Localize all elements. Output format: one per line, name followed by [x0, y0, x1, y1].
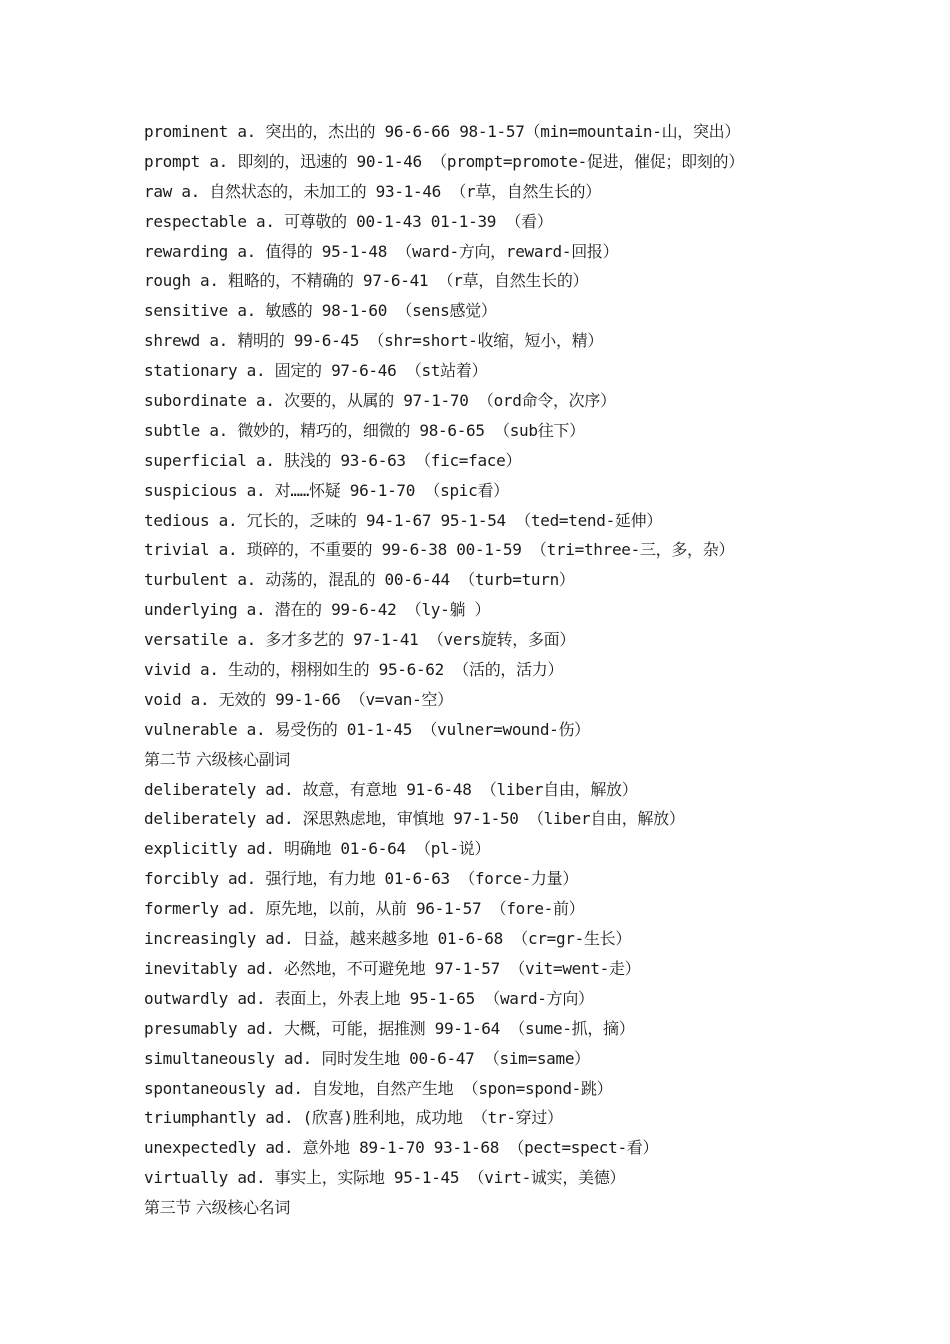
- vocab-entry-unexpectedly: unexpectedly ad. 意外地 89-1-70 93-1-68 （pect=spect-看）: [144, 1138, 659, 1158]
- vocab-entry-increasingly: increasingly ad. 日益，越来越多地 01-6-68 （cr=gr-生长）: [144, 929, 632, 949]
- vocab-entry-turbulent: turbulent a. 动荡的，混乱的 00-6-44 （turb=turn）: [144, 570, 575, 590]
- vocab-entry-sensitive: sensitive a. 敏感的 98-1-60 （sens感觉）: [144, 301, 497, 321]
- vocab-entry-raw: raw a. 自然状态的，未加工的 93-1-46 （r草，自然生长的）: [144, 181, 601, 201]
- vocab-entry-explicitly: explicitly ad. 明确地 01-6-64 （pl-说）: [144, 839, 491, 859]
- vocab-entry-inevitably: inevitably ad. 必然地，不可避免地 97-1-57 （vit=went-走）: [144, 958, 641, 978]
- vocab-entry-triumphantly: triumphantly ad. (欣喜)胜利地，成功地 （tr-穿过）: [144, 1108, 563, 1128]
- section-heading-nouns: 第三节 六级核心名词: [144, 1198, 291, 1218]
- vocab-entry-deliberately-1: deliberately ad. 故意，有意地 91-6-48 （liber自由，解放）: [144, 779, 638, 799]
- vocab-entry-vulnerable: vulnerable a. 易受伤的 01-1-45 （vulner=wound-伤）: [144, 719, 590, 739]
- vocab-entry-prompt: prompt a. 即刻的，迅速的 90-1-46 （prompt=promote-促进，催促；即刻的）: [144, 151, 744, 171]
- vocabulary-list: [144, 117, 934, 1223]
- vocab-entry-vivid: vivid a. 生动的，栩栩如生的 95-6-62 （活的，活力）: [144, 660, 564, 680]
- vocab-entry-presumably: presumably ad. 大概，可能，据推测 99-1-64 （sume-抓，摘）: [144, 1018, 635, 1038]
- vocab-entry-virtually: virtually ad. 事实上，实际地 95-1-45 （virt-诚实，美德）: [144, 1168, 626, 1188]
- vocab-entry-tedious: tedious a. 冗长的，乏味的 94-1-67 95-1-54 （ted=tend-延伸）: [144, 510, 663, 530]
- vocab-entry-subordinate: subordinate a. 次要的，从属的 97-1-70 （ord命令，次序）: [144, 391, 616, 411]
- vocab-entry-deliberately-2: deliberately ad. 深思熟虑地，审慎地 97-1-50 （liber自由，解放）: [144, 809, 685, 829]
- vocab-entry-superficial: superficial a. 肤浅的 93-6-63 （fic=face）: [144, 450, 522, 470]
- vocab-entry-underlying: underlying a. 潜在的 99-6-42 （ly-躺 ）: [144, 600, 491, 620]
- vocab-entry-formerly: formerly ad. 原先地，以前，从前 96-1-57 （fore-前）: [144, 899, 585, 919]
- vocab-entry-respectable: respectable a. 可尊敬的 00-1-43 01-1-39 （看）: [144, 211, 553, 231]
- vocab-entry-shrewd: shrewd a. 精明的 99-6-45 （shr=short-收缩，短小，精）: [144, 331, 604, 351]
- vocab-entry-trivial: trivial a. 琐碎的，不重要的 99-6-38 00-1-59 （tri=three-三，多，杂）: [144, 540, 735, 560]
- vocab-entry-rough: rough a. 粗略的，不精确的 97-6-41 （r草，自然生长的）: [144, 271, 589, 291]
- vocab-entry-versatile: versatile a. 多才多艺的 97-1-41 （vers旋转，多面）: [144, 630, 576, 650]
- vocab-entry-rewarding: rewarding a. 值得的 95-1-48 （ward-方向，reward-回报）: [144, 241, 619, 261]
- vocab-entry-suspicious: suspicious a. 对……怀疑 96-1-70 （spic看）: [144, 480, 509, 500]
- vocab-entry-subtle: subtle a. 微妙的，精巧的，细微的 98-6-65 （sub往下）: [144, 420, 585, 440]
- vocab-entry-simultaneously: simultaneously ad. 同时发生地 00-6-47 （sim=same）: [144, 1048, 590, 1068]
- section-heading-adverbs: 第二节 六级核心副词: [144, 749, 291, 769]
- vocab-entry-outwardly: outwardly ad. 表面上，外表上地 95-1-65 （ward-方向）: [144, 988, 594, 1008]
- vocab-entry-forcibly: forcibly ad. 强行地，有力地 01-6-63 （force-力量）: [144, 869, 579, 889]
- vocab-entry-void: void a. 无效的 99-1-66 （v=van-空）: [144, 689, 453, 709]
- vocab-entry-prominent: prominent a. 突出的，杰出的 96-6-66 98-1-57（min=mountain-山，突出）: [144, 122, 741, 141]
- vocab-entry-stationary: stationary a. 固定的 97-6-46 （st站着）: [144, 361, 488, 381]
- vocab-entry-spontaneously: spontaneously ad. 自发地，自然产生地 （spon=spond-跳）: [144, 1078, 613, 1098]
